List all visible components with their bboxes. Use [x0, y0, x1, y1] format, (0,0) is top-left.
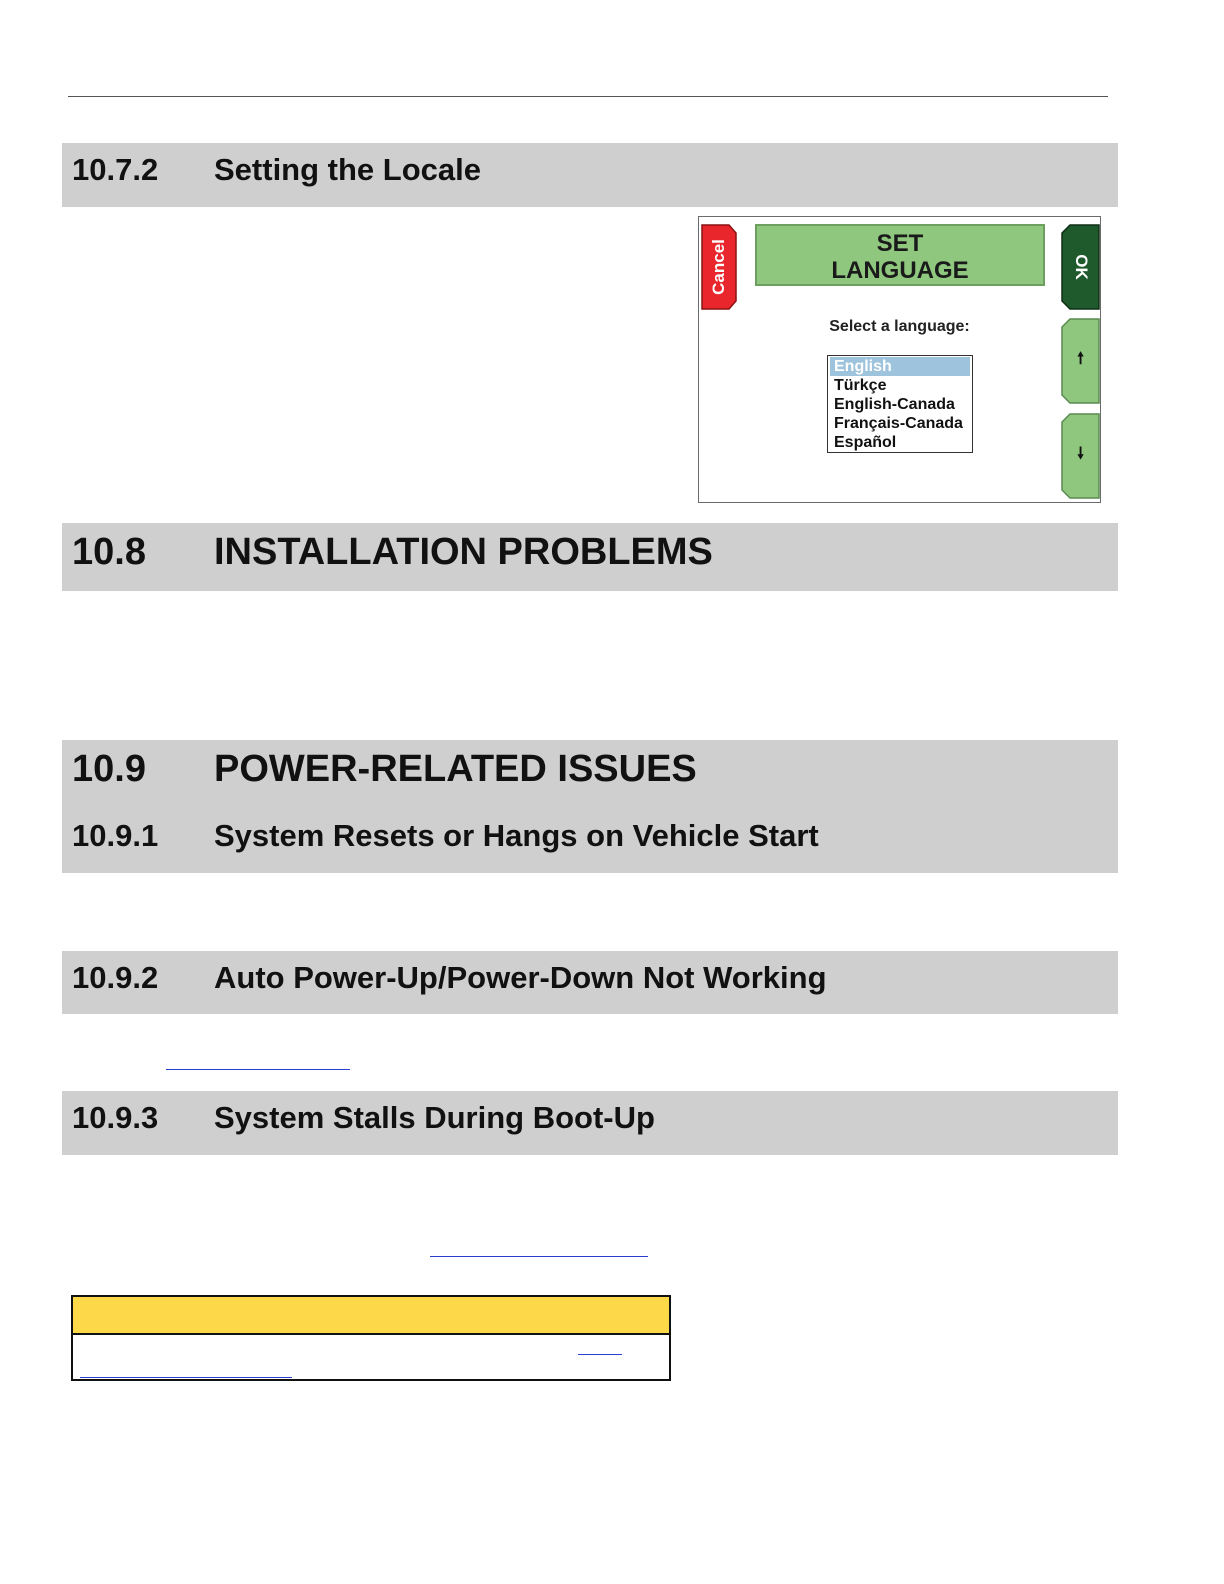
section-header-power-related-issues: [62, 740, 1118, 873]
section-number: 10.9.3: [72, 1100, 159, 1135]
note-callout-header: [73, 1297, 669, 1335]
section-title: Auto Power-Up/Power-Down Not Working: [214, 960, 827, 995]
section-number: 10.7.2: [72, 152, 159, 187]
section-number: 10.9.2: [72, 960, 159, 995]
arrow-up-icon: 🠕: [1077, 350, 1084, 368]
language-option[interactable]: Français-Canada: [834, 415, 963, 432]
cancel-button[interactable]: [701, 224, 737, 310]
section-header-auto-power: [62, 951, 1118, 1014]
header-rule: [68, 96, 1108, 97]
section-number: 10.9.1: [72, 818, 159, 853]
hyperlink-underline[interactable]: [80, 1377, 292, 1378]
language-option[interactable]: English-Canada: [834, 396, 955, 413]
hyperlink-underline[interactable]: [166, 1069, 350, 1070]
set-language-screen: [698, 216, 1101, 503]
section-header-installation-problems: [62, 523, 1118, 591]
note-callout: [71, 1295, 671, 1381]
hyperlink-underline[interactable]: [430, 1256, 648, 1257]
section-number: 10.8: [72, 531, 146, 573]
language-option[interactable]: Türkçe: [834, 377, 887, 394]
language-option[interactable]: Español: [834, 434, 897, 451]
section-title: Setting the Locale: [214, 152, 481, 187]
section-title: System Resets or Hangs on Vehicle Start: [214, 818, 819, 853]
ok-button[interactable]: [1061, 224, 1100, 310]
screen-title-line1: SET: [876, 230, 924, 257]
scroll-up-button[interactable]: [1061, 318, 1100, 404]
section-header-locale: [62, 143, 1118, 207]
section-header-system-stalls: [62, 1091, 1118, 1155]
screen-title: [755, 224, 1045, 286]
arrow-down-icon: 🠗: [1077, 445, 1084, 463]
scroll-down-button[interactable]: [1061, 413, 1100, 499]
cancel-label: Cancel: [709, 239, 728, 295]
hyperlink-underline[interactable]: [578, 1354, 622, 1355]
section-number: 10.9: [72, 748, 146, 790]
section-title: POWER-RELATED ISSUES: [214, 748, 697, 790]
screen-title-line2: LANGUAGE: [831, 257, 969, 284]
select-language-prompt: Select a language:: [829, 318, 970, 335]
language-option[interactable]: English: [830, 357, 970, 376]
language-list[interactable]: [827, 355, 973, 453]
section-title: System Stalls During Boot-Up: [214, 1100, 655, 1135]
section-title: INSTALLATION PROBLEMS: [214, 531, 713, 573]
ok-label: OK: [1071, 254, 1091, 280]
